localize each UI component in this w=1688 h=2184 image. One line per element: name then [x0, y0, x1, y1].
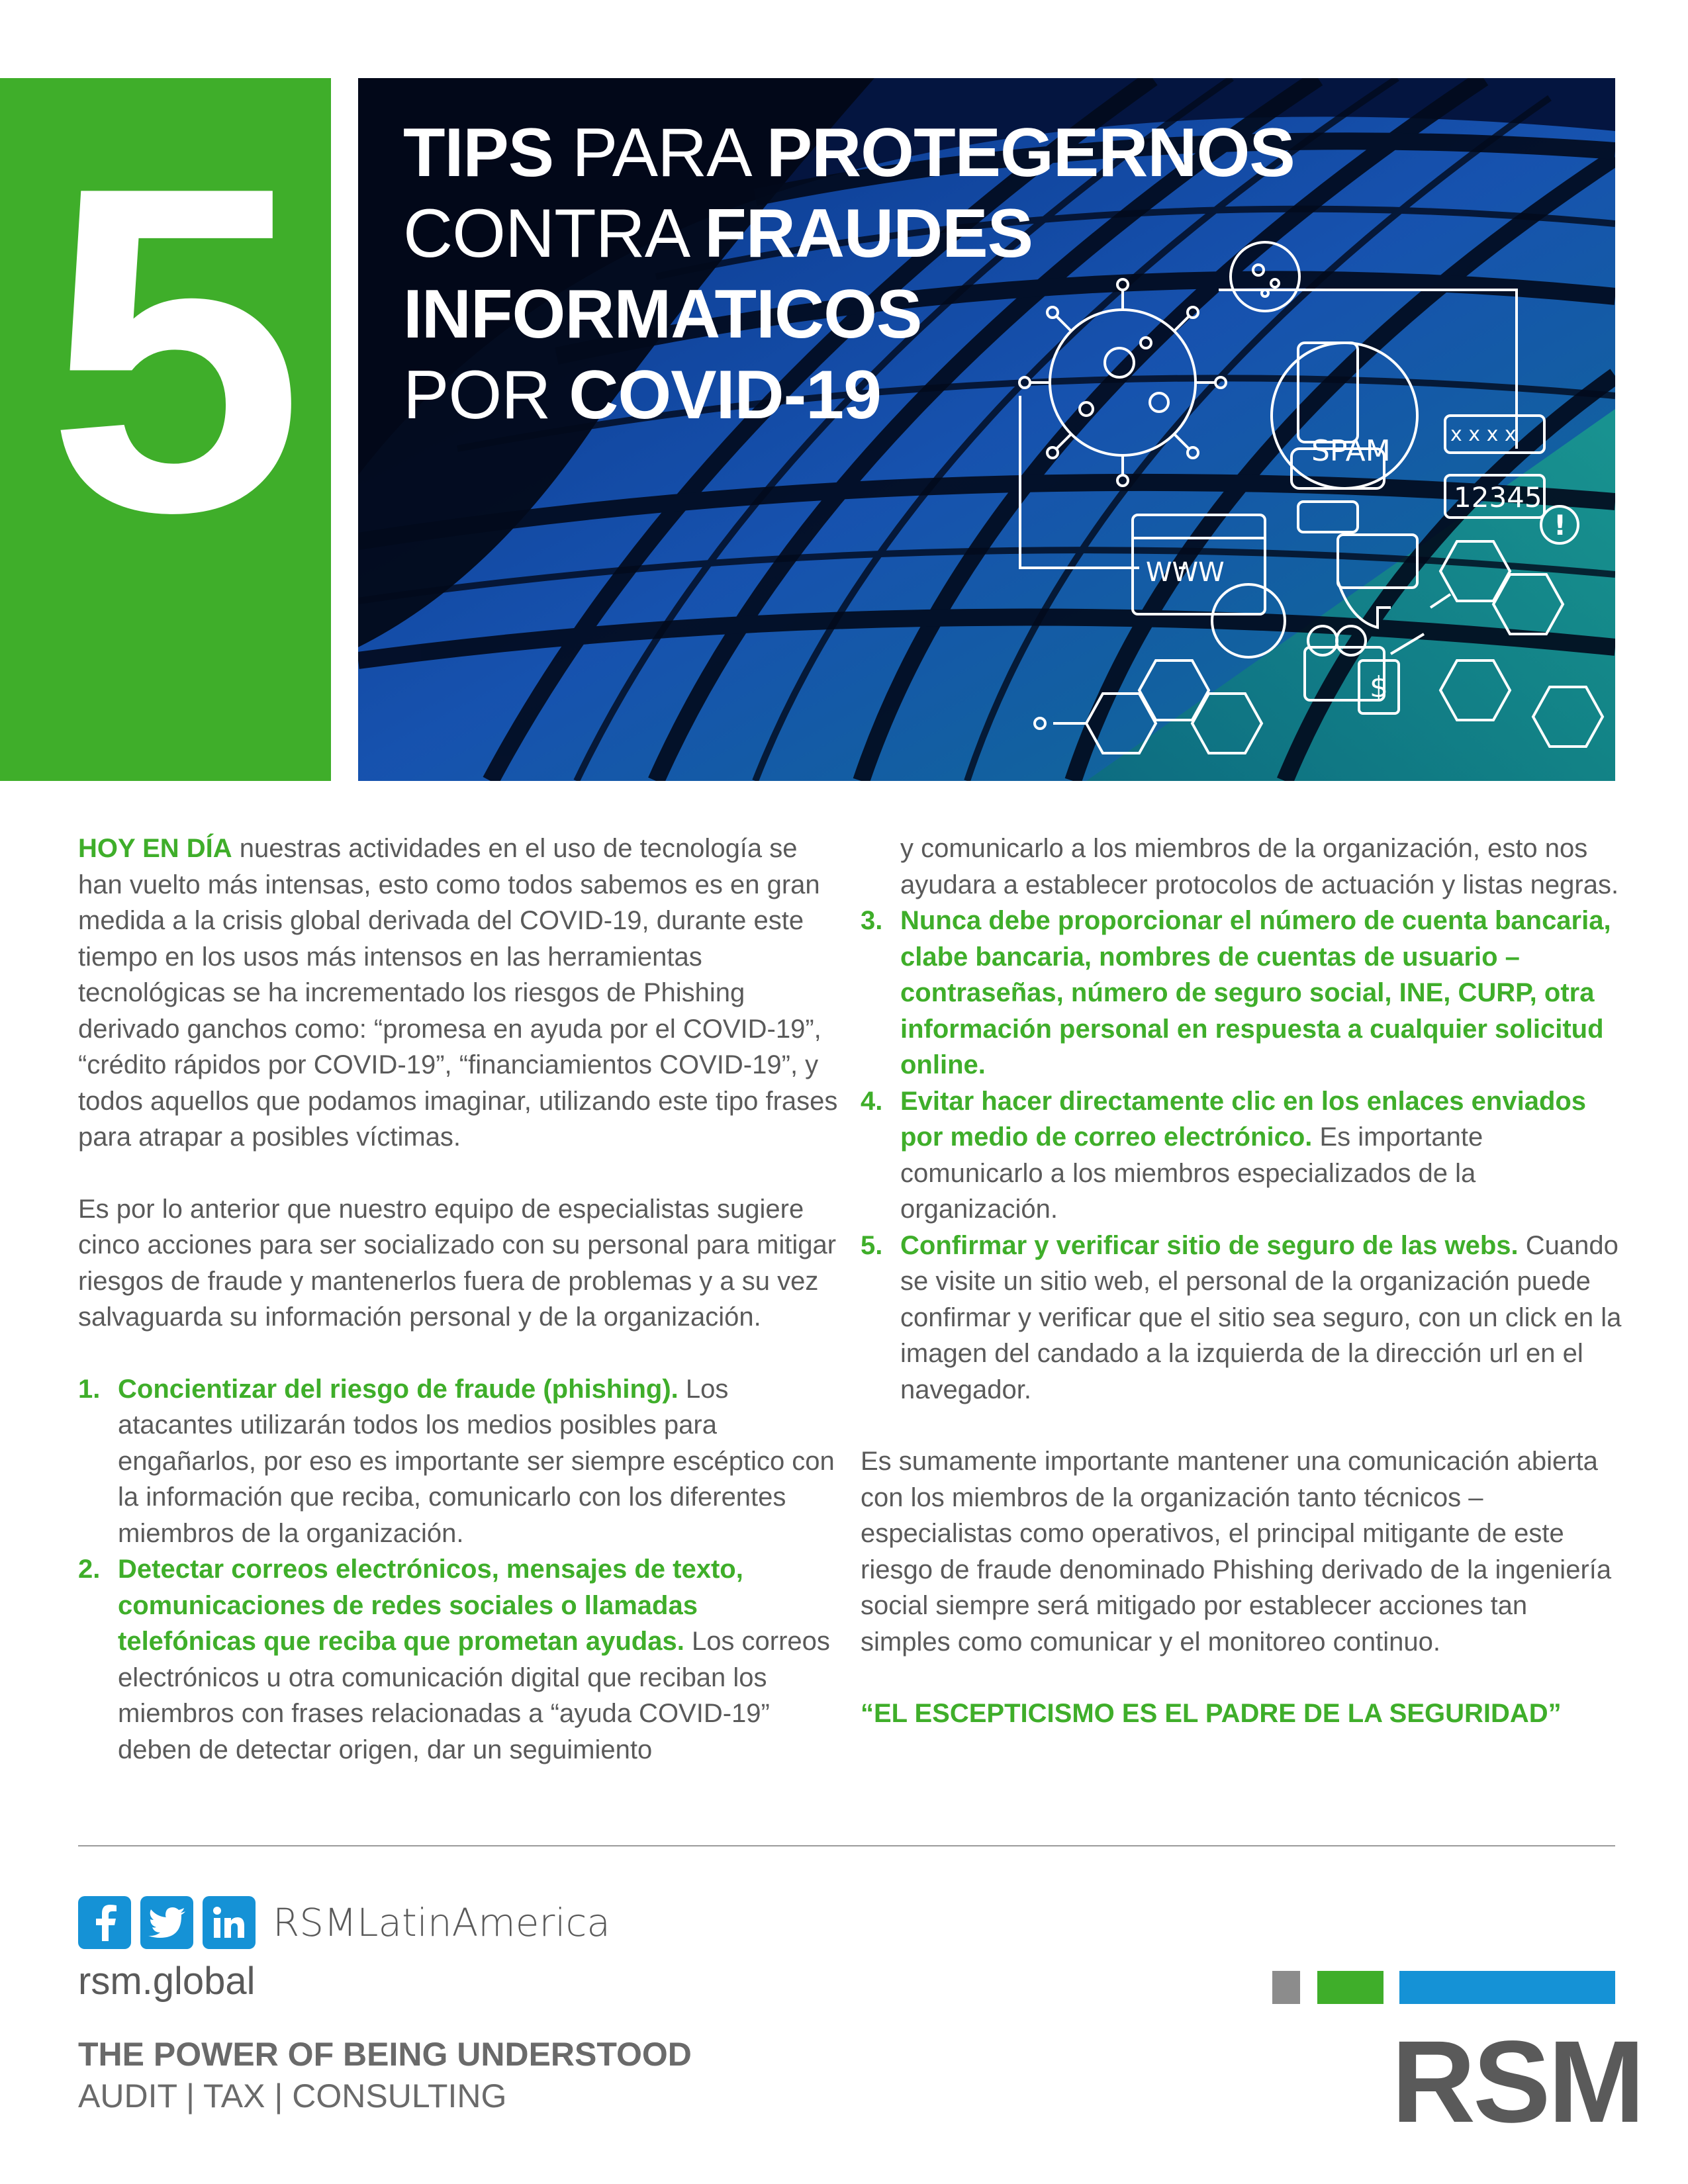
- intro-paragraph-2: Es por lo anterior que nuestro equipo de especialistas sugiere cinco acciones para ser socializado con su personal para mitigar riesgos de fraude y mantenerlos fuera de problemas y a su vez salvaguarda su información personal y de la organización.: [78, 1194, 837, 1332]
- intro-text: nuestras actividades en el uso de tecnología se han vuelto más intensas, esto como todos sabemos es en gran medida a la crisis global derivada del COVID-19, durante este tiempo en los usos más intensos en las herramientas tecnológicas se ha incrementado los riesgos de Phishing derivado ganchos como: “promesa en ayuda por el COVID-19”, “crédito rápidos por COVID-19”, “financiamientos COVID-19”, y todos aquellos que podamos imaginar, utilizando este tipo frases para atrapar a posibles víctimas.: [78, 834, 838, 1152]
- hero-image: [358, 78, 1615, 781]
- tip-4: [861, 1083, 1622, 1228]
- hero-title-line-1: [403, 113, 1295, 193]
- left-column: [78, 831, 839, 1768]
- tip-3: [861, 903, 1622, 1083]
- closing-quote: “EL ESCEPTICISMO ES EL PADRE DE LA SEGURIDAD”: [861, 1699, 1562, 1728]
- green-number-block: [0, 78, 331, 781]
- tip-number: 4.: [861, 1086, 883, 1116]
- intro-lead: HOY EN DÍA: [78, 834, 232, 863]
- tip-2: [78, 1551, 839, 1768]
- tip-body: Cuando se visite un sitio web, el personal de la organización puede confirmar y verificar que el sitio sea seguro, con un click en la imagen del candado a la izquierda de la dirección url en el navegador.: [900, 1230, 1622, 1404]
- tip-title: Evitar hacer directamente clic en los enlaces enviados por medio de correo electrónico.: [900, 1086, 1587, 1152]
- footer-divider: [78, 1845, 1615, 1846]
- tip-body: y comunicarlo a los miembros de la organización, esto nos ayudara a establecer protocolos de actuación y listas negras.: [900, 834, 1619, 899]
- right-column: [861, 831, 1622, 1732]
- logo-bar-gray: [1272, 1971, 1300, 2004]
- intro-paragraph: [78, 831, 839, 1156]
- tip-1: [78, 1371, 839, 1552]
- tagline: THE POWER OF BEING UNDERSTOOD: [78, 2036, 692, 2073]
- hero-title: [403, 113, 1295, 435]
- hero-title-word: TIPS: [403, 114, 554, 191]
- dollar-label: $: [1370, 670, 1388, 704]
- logo-bar-green: [1317, 1971, 1383, 2004]
- www-label: WWW: [1146, 557, 1225, 588]
- services-line: AUDIT | TAX | CONSULTING: [78, 2077, 507, 2115]
- password-label: 12345: [1454, 481, 1542, 514]
- hero-title-line-2: [403, 193, 1295, 274]
- hero-title-word: COVID-19: [569, 357, 881, 433]
- twitter-icon[interactable]: [140, 1896, 193, 1949]
- hero-title-word: PROTEGERNOS: [766, 114, 1295, 191]
- tip-number: 1.: [78, 1374, 101, 1404]
- hero-title-word: POR: [403, 357, 569, 433]
- hero-number: 5: [46, 91, 291, 608]
- website-link[interactable]: rsm.global: [78, 1960, 256, 2003]
- tip-body: Es importante comunicarlo a los miembros especializados de la organización.: [900, 1122, 1483, 1224]
- tip-body: Los atacantes utilizarán todos los medios posibles para engañarlos, por eso es importante ser siempre escéptico con la información que reciba, comunicarlo con los diferentes miembros de la organización.: [118, 1374, 835, 1548]
- spam-label: SPAM: [1311, 434, 1391, 468]
- hero-title-word: FRAUDES: [704, 195, 1033, 272]
- hero-title-line-3: [403, 274, 1295, 355]
- hero-title-word: INFORMATICOS: [403, 276, 922, 353]
- tip-5: [861, 1228, 1622, 1408]
- tip-title: Nunca debe proporcionar el número de cuenta bancaria, clabe bancaria, nombres de cuentas de usuario – contraseñas, número de seguro social, INE, CURP, otra información personal en respuesta a cualquier solicitud online.: [900, 906, 1611, 1079]
- masked-password-label: x x x x: [1450, 423, 1517, 446]
- social-links: [78, 1894, 610, 1951]
- rsm-logo: RSM: [1391, 2017, 1643, 2147]
- tip-number: 5.: [861, 1230, 883, 1260]
- linkedin-icon[interactable]: [203, 1896, 256, 1949]
- facebook-icon[interactable]: [78, 1896, 131, 1949]
- tip-title: Confirmar y verificar sitio de seguro de las webs.: [900, 1230, 1519, 1260]
- tip-body: Los correos electrónicos u otra comunicación digital que reciban los miembros con frases relacionadas a “ayuda COVID-19” deben de detectar origen, dar un seguimiento: [118, 1627, 830, 1764]
- hero-title-word: PARA: [553, 114, 767, 191]
- alert-label: !: [1554, 509, 1567, 541]
- tip-2-continued: [861, 831, 1622, 903]
- tip-title: Concientizar del riesgo de fraude (phishing).: [118, 1374, 679, 1404]
- tip-title: Detectar correos electrónicos, mensajes de texto, comunicaciones de redes sociales o llamadas telefónicas que reciba que prometan ayudas.: [118, 1555, 743, 1656]
- tip-number: 3.: [861, 906, 883, 935]
- hero-title-line-4: [403, 355, 1295, 435]
- social-handle[interactable]: RSMLatinAmerica: [273, 1900, 610, 1945]
- hero-title-word: CONTRA: [403, 195, 705, 272]
- logo-bar-blue: [1399, 1971, 1615, 2004]
- closing-paragraph: Es sumamente importante mantener una comunicación abierta con los miembros de la organización tanto técnicos – especialistas como operativos, el principal mitigante de este riesgo de fraude denominado Phishing derivado de la ingeniería social siempre será mitigado por establecer acciones tan simples como comunicar y el monitoreo continuo.: [861, 1447, 1612, 1657]
- tip-number: 2.: [78, 1555, 101, 1584]
